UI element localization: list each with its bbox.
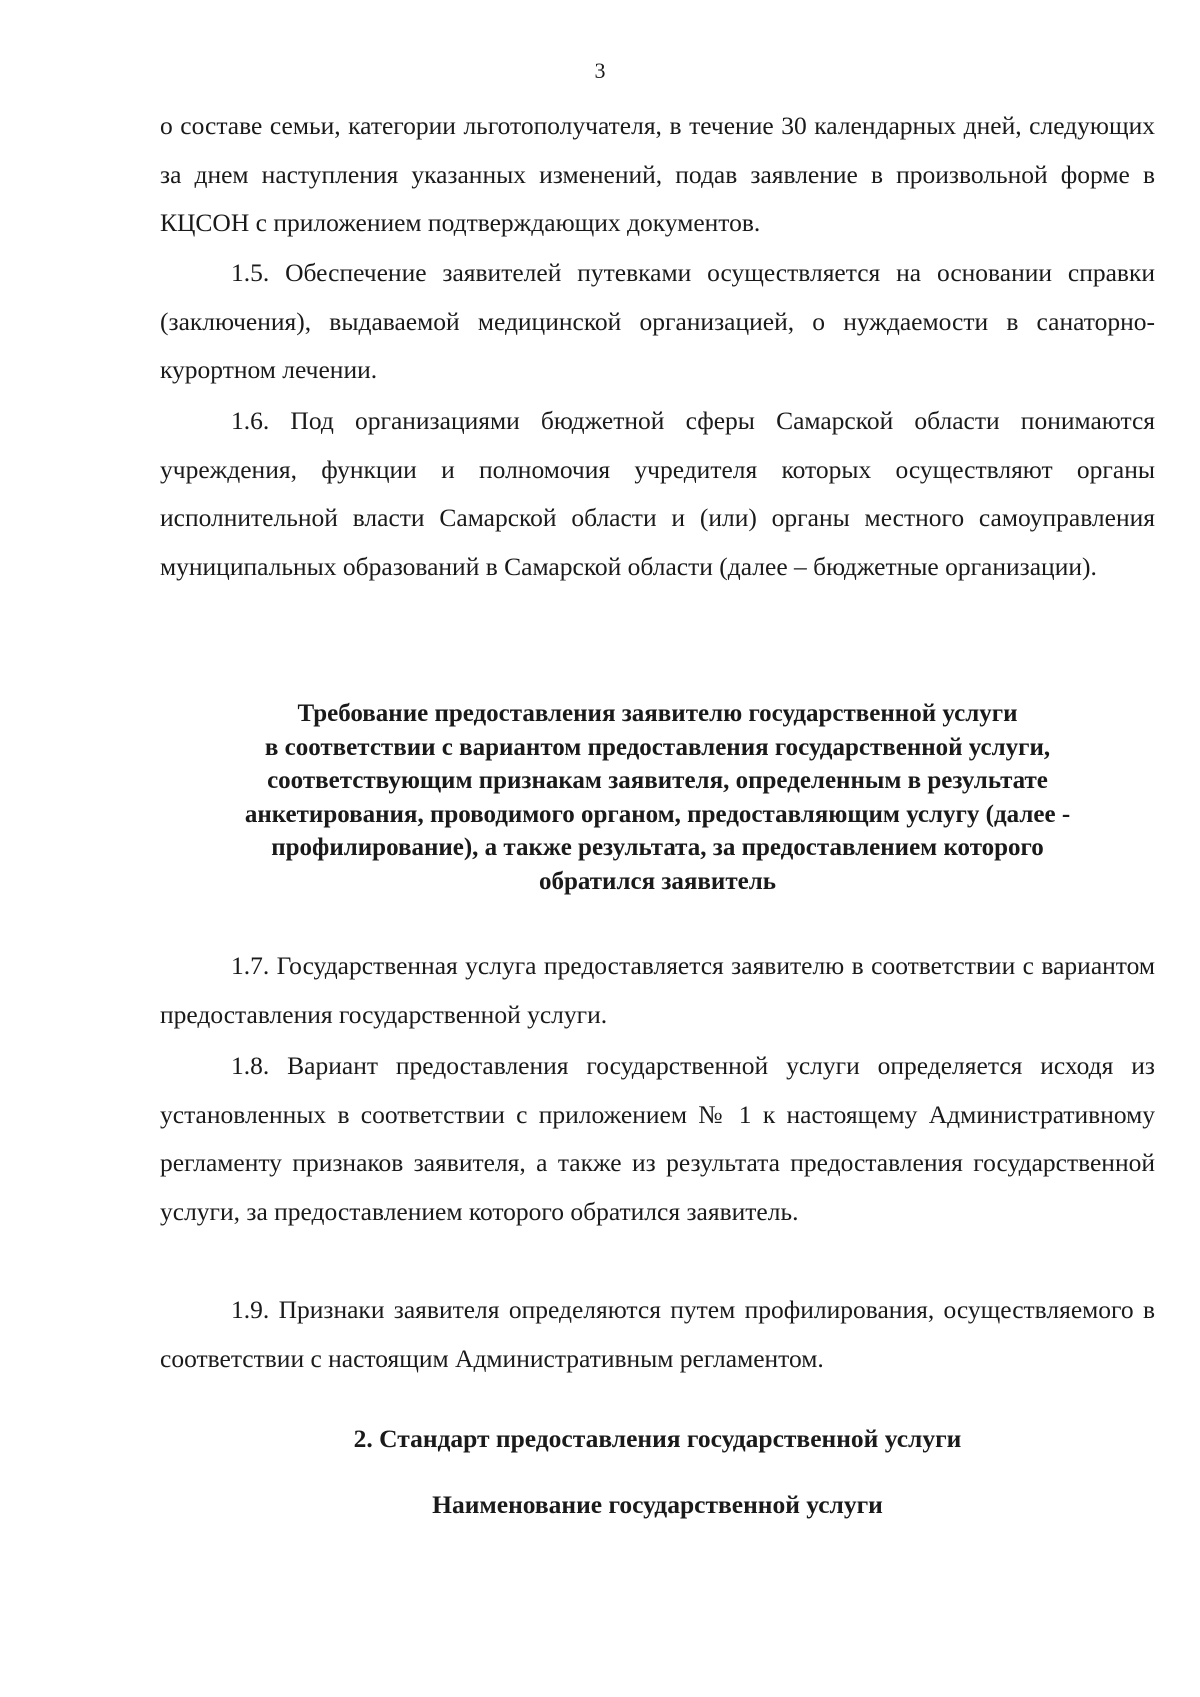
- section-title: 2. Стандарт предоставления государственной услуги: [353, 1424, 962, 1453]
- paragraph-1-8: 1.8. Вариант предоставления государственной услуги определяется исходя из установленных в соответствии с приложением № 1 к настоящему Административному регламенту признаков заявителя, а также из результата предоставления государственной услуги, за предоставлением которого обратился заявитель.: [160, 1051, 1155, 1226]
- paragraph-1-5: 1.5. Обеспечение заявителей путевками осуществляется на основании справки (заключения), выдаваемой медицинской организацией, о нуждаемости в санаторно-курортном лечении.: [160, 258, 1155, 384]
- section-heading-requirement: [160, 697, 1155, 898]
- heading-line: анкетирования, проводимого органом, предоставляющим услугу (далее -: [244, 800, 1071, 828]
- subsection-title: Наименование государственной услуги: [432, 1490, 883, 1519]
- heading-line: обратился заявитель: [539, 867, 776, 895]
- heading-line: Требование предоставления заявителю государственной услуги: [297, 700, 1018, 727]
- paragraph-1-9: 1.9. Признаки заявителя определяются путем профилирования, осуществляемого в соответствии с настоящим Административным регламентом.: [160, 1295, 1155, 1373]
- heading-line: в соответствии с вариантом предоставления государственной услуги,: [264, 733, 1051, 761]
- heading-line: соответствующим признакам заявителя, определенным в результате: [267, 767, 1048, 794]
- page-number: 3: [594, 58, 606, 83]
- paragraph-continuation: о составе семьи, категории льготополучателя, в течение 30 календарных дней, следующих за днем наступления указанных изменений, подав заявление в произвольной форме в КЦСОН с приложением подтверждающих документов.: [160, 111, 1155, 237]
- heading-line: профилирование), а также результата, за предоставлением которого: [271, 834, 1044, 861]
- paragraph-1-7: 1.7. Государственная услуга предоставляется заявителю в соответствии с вариантом предоставления государственной услуги.: [160, 951, 1155, 1029]
- paragraph-1-6: 1.6. Под организациями бюджетной сферы Самарской области понимаются учреждения, функции и полномочия учредителя которых осуществляют органы исполнительной власти Самарской области и (или) органы местного самоуправления муниципальных образований в Самарской области (далее – бюджетные организации).: [160, 406, 1155, 581]
